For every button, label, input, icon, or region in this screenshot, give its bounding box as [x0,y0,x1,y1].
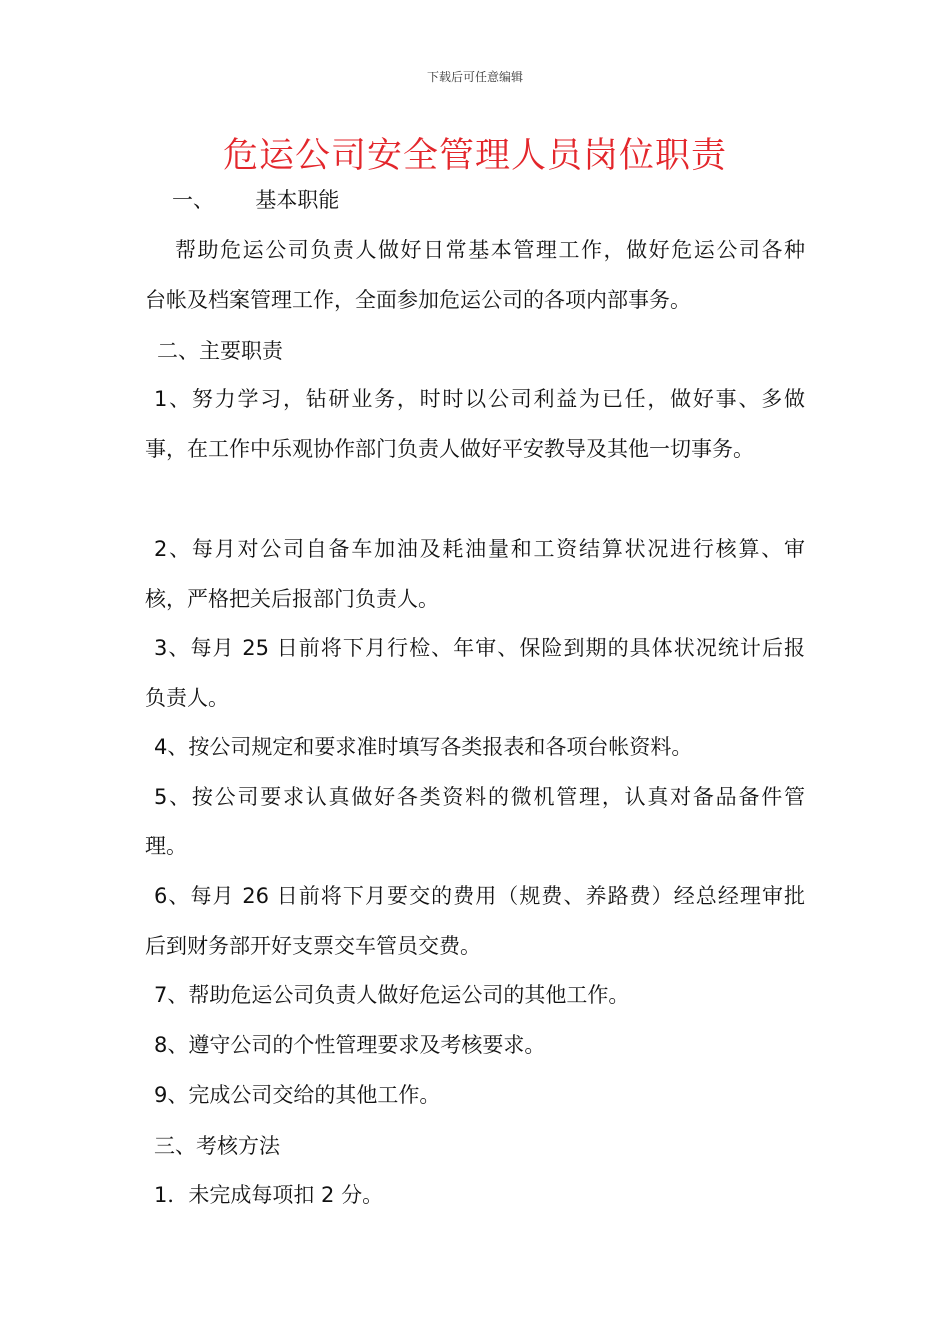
section1-heading [172,185,837,215]
section2-item7: 7、帮助危运公司负责人做好危运公司的其他工作。 [154,983,630,1007]
section2-item1-line1: 1、努力学习，钻研业务，时时以公司利益为已任，做好事、多做 [154,387,805,411]
section2-item3-line1: 3、每月 25 日前将下月行检、年审、保险到期的具体状况统计后报 [154,636,805,660]
section2-item2-line2: 核，严格把关后报部门负责人。 [145,587,439,611]
section1-heading-text: 基本职能 [255,188,340,212]
section2-heading: 二、主要职责 [157,339,283,363]
section2-item6-line1: 6、每月 26 日前将下月要交的费用（规费、养路费）经总经理审批 [154,884,805,908]
section1-para-line2: 台帐及档案管理工作，全面参加危运公司的各项内部事务。 [145,288,691,312]
section2-item8: 8、遵守公司的个性管理要求及考核要求。 [154,1033,546,1057]
section2-item9: 9、完成公司交给的其他工作。 [154,1083,441,1107]
section2-item6-line2: 后到财务部开好支票交车管员交费。 [145,934,481,958]
header-note: 下载后可任意编辑 [426,70,523,84]
section2-item2-line1: 2、每月对公司自备车加油及耗油量和工资结算状况进行核算、审 [154,537,805,561]
section3-heading: 三、考核方法 [154,1134,280,1158]
section2-item3-line2: 负责人。 [145,686,229,710]
section2-item5-line2: 理。 [145,834,187,858]
section1-para-line1: 帮助危运公司负责人做好日常基本管理工作，做好危运公司各种 [175,238,805,262]
section2-item1-line2: 事，在工作中乐观协作部门负责人做好平安教导及其他一切事务。 [145,437,754,461]
section1-heading-number: 一、 [172,188,214,212]
section3-item1: 1．未完成每项扣 2 分。 [154,1183,384,1207]
section2-item4: 4、按公司规定和要求准时填写各类报表和各项台帐资料。 [154,735,693,759]
document-title: 危运公司安全管理人员岗位职责 [222,136,727,176]
section2-item5-line1: 5、按公司要求认真做好各类资料的微机管理，认真对备品备件管 [154,785,805,809]
